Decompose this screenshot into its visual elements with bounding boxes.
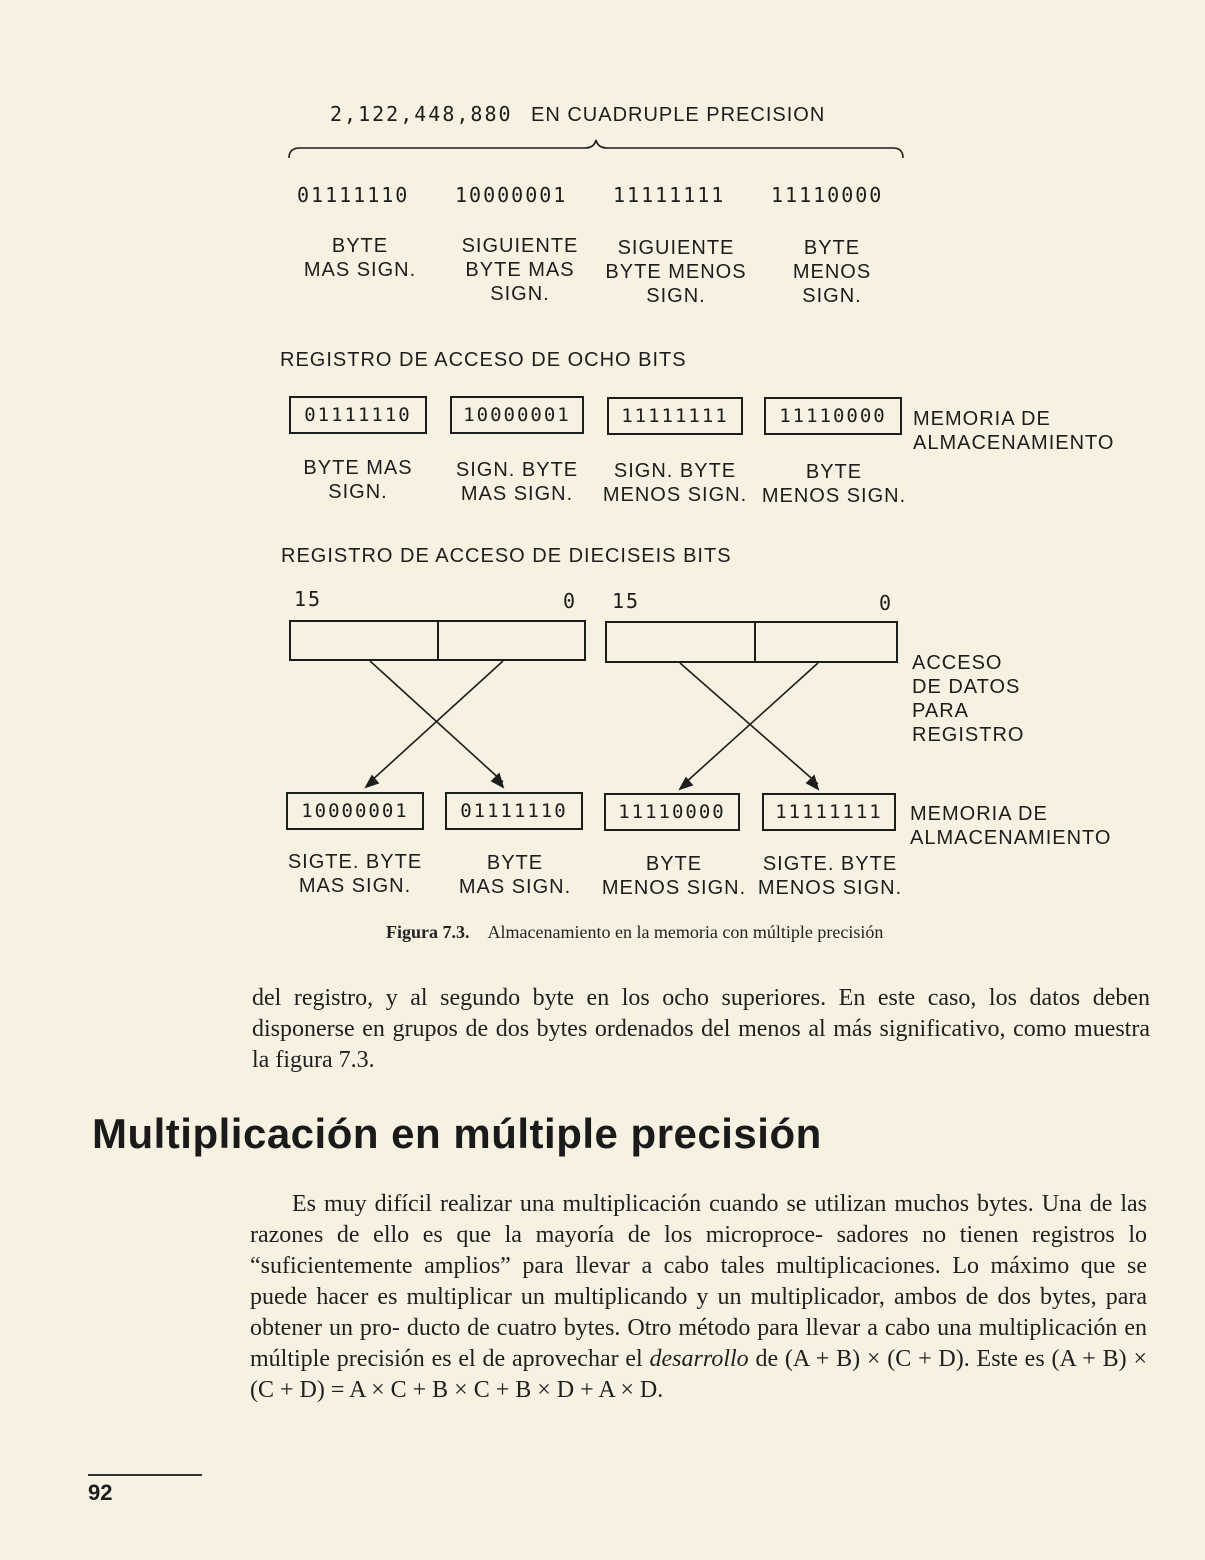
- label-line: BYTE MAS: [303, 457, 413, 479]
- label-line: SIGN.: [490, 283, 550, 305]
- label-line: ALMACENAMIENTO: [913, 432, 1115, 454]
- label-line: BYTE: [645, 853, 703, 875]
- footer-rule: [88, 1474, 202, 1476]
- sixteen-bit-box-2: 01111110: [445, 792, 583, 830]
- label-line: ALMACENAMIENTO: [910, 827, 1112, 849]
- eight-bit-box-3: 11111111: [607, 397, 743, 435]
- register-divider: [754, 623, 756, 661]
- top-byte-3: 11111111: [613, 183, 726, 207]
- paragraph-1: del registro, y al segundo byte en los ocho superiores. En este caso, los datos deben disponerse en grupos de dos bytes ordenados del menos al más significativo, como muestra la figura 7.3.: [252, 985, 1150, 1073]
- label-line: SIGN. BYTE: [613, 460, 737, 482]
- sixteen-bit-box-4: 11111111: [762, 793, 896, 831]
- label-line: MENOS SIGN.: [757, 877, 903, 899]
- label-line: BYTE MAS: [465, 259, 575, 281]
- label-line: SIGUIENTE: [461, 235, 579, 257]
- label-line: SIGN.: [802, 285, 862, 307]
- eight-bit-label-4: [756, 460, 912, 508]
- eight-bit-label-1: [288, 456, 428, 504]
- eight-bit-label-3: [596, 459, 754, 507]
- sixteen-bit-memory-label: [910, 802, 1111, 850]
- figure-caption: [386, 922, 883, 943]
- register-label: [912, 651, 1024, 747]
- sixteen-bit-box-3: 11110000: [604, 793, 740, 831]
- top-byte-4: 11110000: [771, 183, 884, 207]
- label-line: MENOS SIGN.: [601, 877, 747, 899]
- sixteen-bit-label-2: [444, 851, 586, 899]
- paragraph-2-part-a: Es muy difícil realizar una multiplicación cuando se utilizan muchos bytes. Una de las razones de ello es que la mayoría de los microproce- sadores no tienen registros lo “suficientemente amplios” para llevar a cabo tales multiplicaciones. Lo máximo que se puede hacer es multiplicar un multiplicando y un multiplicador, ambos de dos bytes, para obtener un pro- ducto de cuatro bytes. Otro método para llevar a cabo una multiplicación en múltiple precisión es el de aprovechar el: [250, 1191, 1147, 1372]
- sixteen-bit-box-1: 10000001: [286, 792, 424, 830]
- label-line: SIGTE. BYTE: [287, 851, 423, 873]
- label-line: SIGTE. BYTE: [762, 853, 898, 875]
- label-line: PARA: [912, 700, 969, 722]
- top-byte-1: 01111110: [297, 183, 410, 207]
- bit-low-left: 0: [563, 589, 578, 613]
- bit-low-right: 0: [879, 591, 894, 615]
- eight-bit-memory-label: [913, 407, 1114, 455]
- register-divider: [437, 622, 439, 659]
- top-byte-2: 10000001: [455, 183, 568, 207]
- title-number: 2,122,448,880: [330, 102, 513, 126]
- eight-bit-label-2: [446, 458, 588, 506]
- bit-high-left: 15: [294, 587, 323, 611]
- paragraph-continued: [252, 983, 1150, 1076]
- sixteen-bit-label-3: [592, 852, 756, 900]
- label-line: SIGUIENTE: [617, 237, 735, 259]
- register-left: [289, 620, 586, 661]
- figure-title: [330, 102, 825, 127]
- top-label-3: [598, 236, 754, 308]
- bit-high-right: 15: [612, 589, 641, 613]
- label-line: SIGN. BYTE: [455, 459, 579, 481]
- top-label-2: [450, 234, 590, 306]
- label-line: BYTE: [803, 237, 861, 259]
- label-line: MENOS SIGN.: [761, 485, 907, 507]
- label-line: MEMORIA DE: [913, 408, 1051, 430]
- label-line: SIGN.: [646, 285, 706, 307]
- label-line: MAS SIGN.: [460, 483, 574, 505]
- register-right: [605, 621, 898, 663]
- label-line: ACCESO: [912, 652, 1003, 674]
- paragraph-2: [250, 1189, 1147, 1406]
- label-line: SIGN.: [328, 481, 388, 503]
- label-line: BYTE: [486, 852, 544, 874]
- page-number: 92: [88, 1480, 113, 1505]
- section-heading: Multiplicación en múltiple precisión: [92, 1110, 822, 1157]
- crossing-arrows-left: [366, 661, 503, 787]
- eight-bit-box-4: 11110000: [764, 397, 902, 435]
- eight-bit-box-2: 10000001: [450, 396, 584, 434]
- label-line: MAS SIGN.: [303, 259, 417, 281]
- sixteen-bit-title: REGISTRO DE ACCESO DE DIECISEIS BITS: [281, 545, 732, 567]
- label-line: MENOS: [792, 261, 872, 283]
- title-text: EN CUADRUPLE PRECISION: [531, 104, 826, 126]
- label-line: MENOS SIGN.: [602, 484, 748, 506]
- caption-text: Almacenamiento en la memoria con múltiple precisión: [487, 922, 884, 942]
- eight-bit-box-1: 01111110: [289, 396, 427, 434]
- label-line: BYTE MENOS: [605, 261, 747, 283]
- crossing-arrows-right: [680, 663, 818, 789]
- paragraph-2-part-b: de (A + B) × (C + D). Este es (A + B) × (C + D) = A × C + B × C + B × D + A × D.: [250, 1346, 1147, 1403]
- top-label-4: [762, 236, 902, 308]
- top-brace: [289, 140, 903, 158]
- label-line: BYTE: [331, 235, 389, 257]
- label-line: REGISTRO: [912, 724, 1025, 746]
- label-line: BYTE: [805, 461, 863, 483]
- label-line: MAS SIGN.: [458, 876, 572, 898]
- sixteen-bit-label-4: [752, 852, 908, 900]
- label-line: DE DATOS: [912, 676, 1021, 698]
- caption-label: Figura 7.3.: [386, 922, 470, 942]
- paragraph-multiplication: [250, 1189, 1147, 1406]
- paragraph-2-emphasis: desarrollo: [649, 1346, 749, 1372]
- label-line: MEMORIA DE: [910, 803, 1048, 825]
- eight-bit-title: REGISTRO DE ACCESO DE OCHO BITS: [280, 349, 687, 371]
- label-line: MAS SIGN.: [298, 875, 412, 897]
- sixteen-bit-label-1: [280, 850, 430, 898]
- top-label-1: [290, 234, 430, 282]
